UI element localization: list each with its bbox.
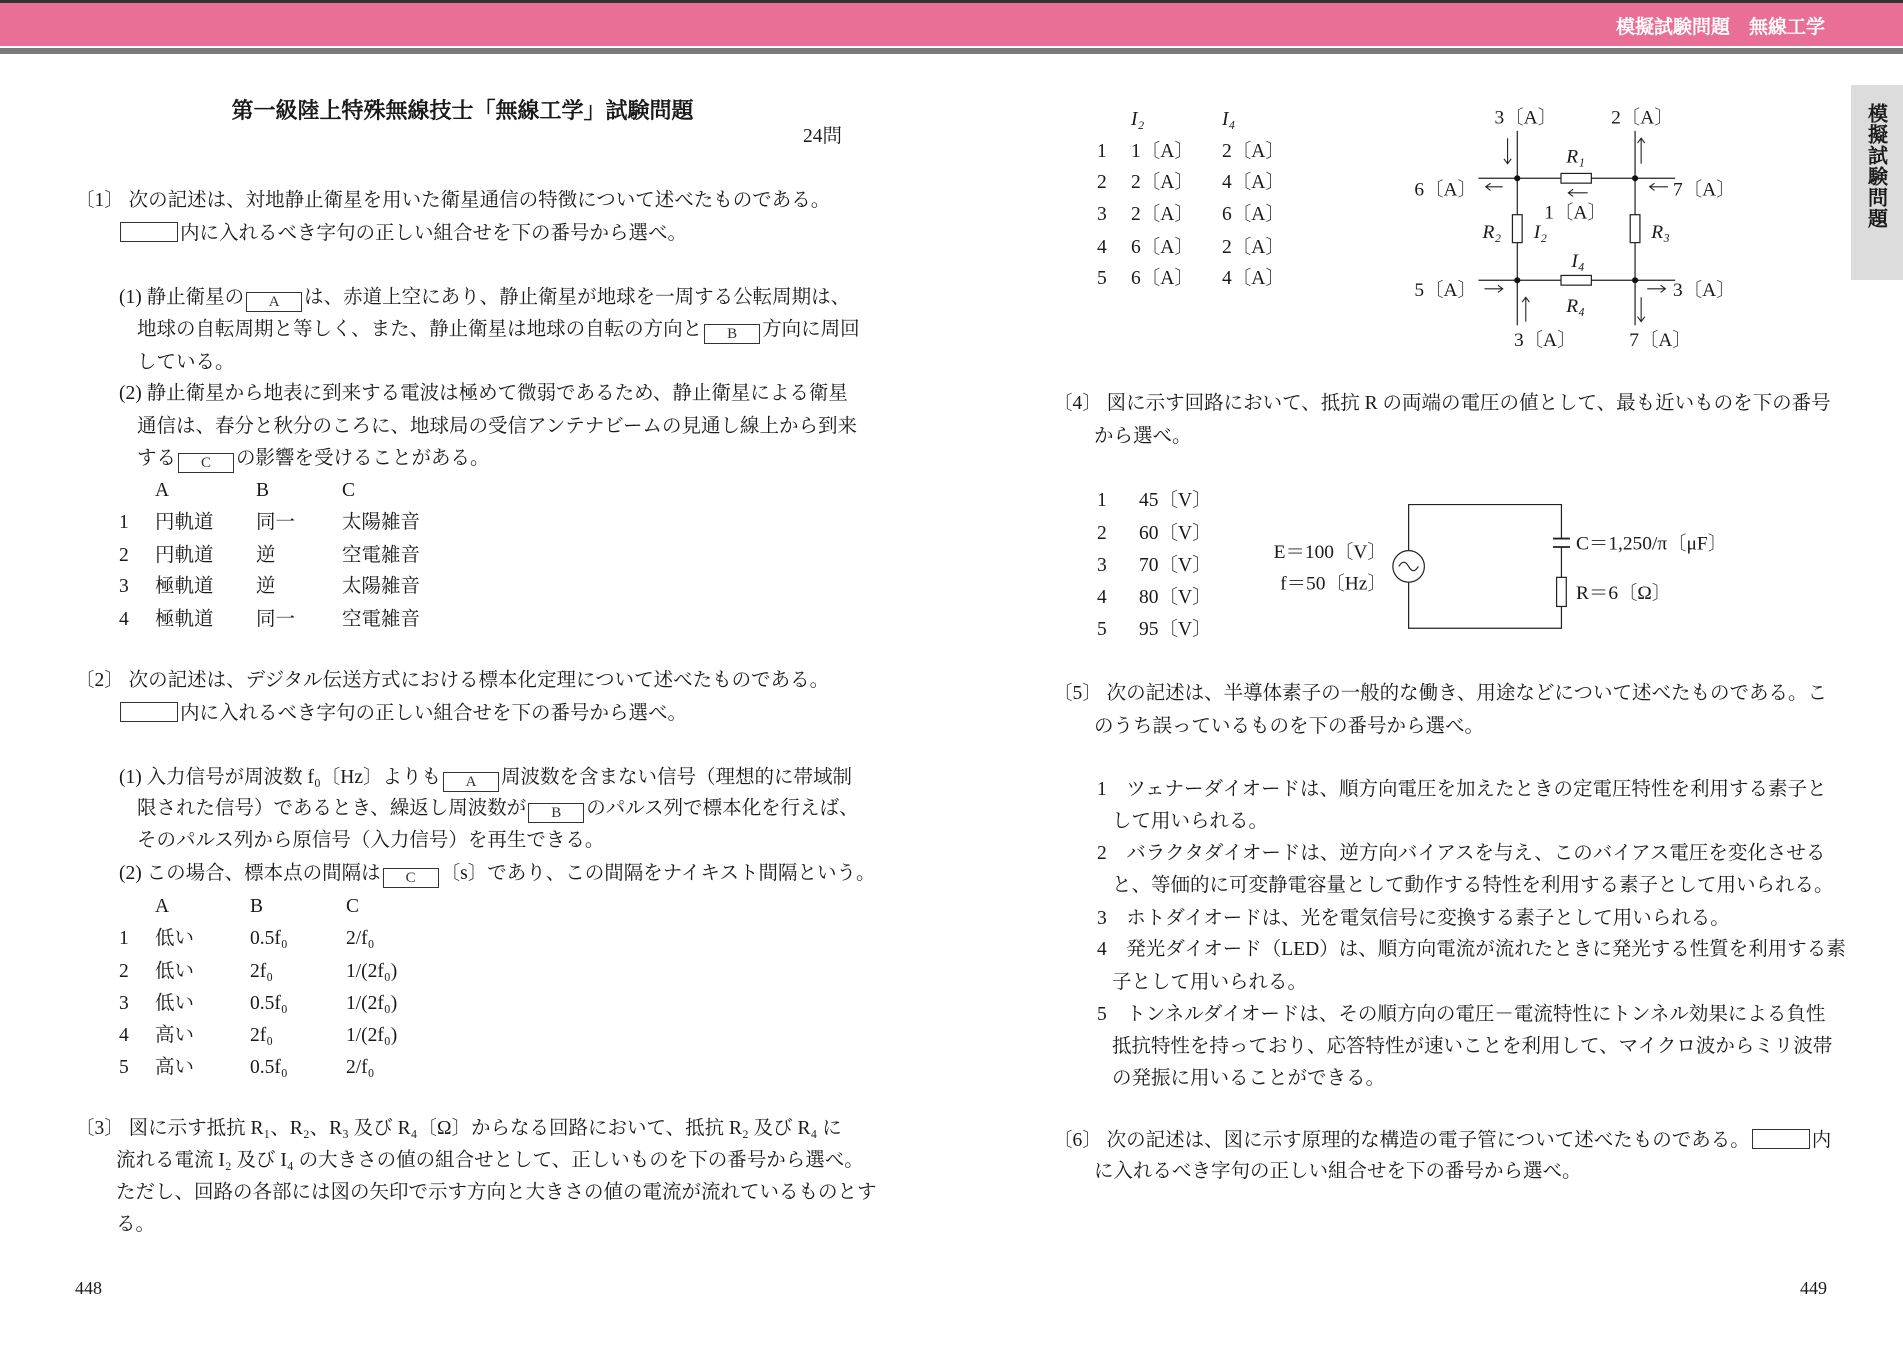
option-number: 1 (119, 512, 129, 533)
item-text: と、等価的に可変静電容量として動作する特性を利用する素子として用いられる。 (1112, 875, 1834, 896)
option-c: 太陽雑音 (342, 576, 421, 597)
statement-text: している。 (137, 352, 235, 373)
option-number: 5 (119, 1057, 129, 1078)
option-b: 2f₀ (250, 961, 274, 982)
column-header: I₄ (1222, 109, 1236, 130)
option-number: 4 (119, 609, 129, 630)
item-text: 子として用いられる。 (1112, 972, 1308, 993)
option-c: 2/f₀ (346, 1057, 375, 1078)
option-i2: 2〔A〕 (1131, 172, 1194, 193)
statement-text: 通信は、春分と秋分のころに、地球局の受信アンテナビームの見通し線上から到来 (137, 416, 857, 437)
item-text: トンネルダイオードは、その順方向の電圧－電流特性にトンネル効果による負性 (1126, 1004, 1826, 1025)
option-number: 4 (1097, 587, 1107, 608)
blank-box-a: A (246, 292, 302, 312)
item-text: の発振に用いることができる。 (1112, 1068, 1386, 1089)
resistor-r3 (1630, 215, 1640, 243)
label-r1: R₁ (1566, 146, 1585, 168)
option-c: 太陽雑音 (342, 512, 421, 533)
statement-text: 地球の自転周期と等しく、また、静止衛星は地球の自転の方向と (137, 319, 703, 340)
question-text: のうち誤っているものを下の番号から選べ。 (1094, 716, 1485, 737)
statement-text: (1) 静止衛星の (119, 287, 245, 308)
option-i4: 2〔A〕 (1222, 141, 1285, 162)
statement-text: そのパルス列から原信号（入力信号）を再生できる。 (137, 830, 605, 851)
question-text: 内に入れるべき字句の正しい組合せを下の番号から選べ。 (180, 223, 688, 244)
item-text: ホトダイオードは、光を電気信号に変換する素子として用いられる。 (1126, 908, 1730, 929)
label-middle-current: 1〔A〕 (1544, 202, 1607, 224)
option-b: 2f₀ (250, 1025, 274, 1046)
option-value: 80〔V〕 (1139, 587, 1212, 608)
question-text: 次の記述は、半導体素子の一般的な働き、用途などについて述べたものである。こ (1106, 683, 1827, 704)
option-i2: 1〔A〕 (1131, 141, 1194, 162)
option-number: 1 (119, 928, 129, 949)
option-number: 1 (1097, 490, 1107, 511)
item-text: バラクタダイオードは、逆方向バイアスを与え、このバイアス電圧を変化させる (1126, 843, 1826, 864)
option-number: 5 (1097, 268, 1107, 289)
option-b: 逆 (256, 545, 276, 566)
option-c: 2/f₀ (346, 928, 375, 949)
option-i2: 2〔A〕 (1131, 204, 1194, 225)
option-number: 3 (119, 993, 129, 1014)
option-a: 低い (155, 993, 195, 1014)
label-left-top-current: 6〔A〕 (1414, 179, 1477, 201)
question-text: 次の記述は、図に示す原理的な構造の電子管について述べたものである。 (1106, 1130, 1750, 1151)
wire (1409, 505, 1562, 629)
label-bottom-right-current: 7〔A〕 (1629, 329, 1692, 351)
question-number: 〔1〕 (75, 190, 124, 211)
option-a: 円軌道 (155, 512, 214, 533)
running-header-title: 模擬試験問題 無線工学 (1615, 16, 1825, 38)
option-value: 60〔V〕 (1139, 523, 1212, 544)
blank-box-b: B (528, 803, 584, 823)
option-b: 0.5f₀ (250, 928, 288, 949)
statement-text: (2) この場合、標本点の間隔は (119, 863, 381, 884)
header-rule (0, 48, 1903, 54)
blank-box (120, 702, 178, 722)
item-text: して用いられる。 (1112, 811, 1269, 832)
question-text: 図に示す回路において、抵抗 R の両端の電圧の値として、最も近いものを下の番号 (1106, 393, 1831, 414)
option-number: 2 (1097, 172, 1107, 193)
resistor-r2 (1512, 215, 1522, 243)
option-number: 4 (1097, 237, 1107, 258)
resistor-r4 (1561, 275, 1591, 285)
item-number: 4 (1097, 939, 1107, 960)
exam-title: 第一級陸上特殊無線技士「無線工学」試験問題 (231, 99, 694, 124)
item-number: 5 (1097, 1004, 1107, 1025)
option-a: 高い (155, 1025, 195, 1046)
option-number: 2 (119, 961, 129, 982)
option-a: 高い (155, 1057, 195, 1078)
option-i4: 2〔A〕 (1222, 237, 1285, 258)
statement-text: (2) 静止衛星から地表に到来する電波は極めて微弱であるため、静止衛星による衛星 (119, 383, 848, 404)
option-a: 低い (155, 928, 195, 949)
option-b: 0.5f₀ (250, 1057, 288, 1078)
item-text: 発光ダイオード（LED）は、順方向電流が流れたときに発光する性質を利用する素 (1126, 939, 1846, 960)
option-a: 低い (155, 961, 195, 982)
option-i4: 6〔A〕 (1222, 204, 1285, 225)
option-number: 5 (1097, 619, 1107, 640)
statement-text: する (137, 448, 177, 469)
blank-box (1752, 1129, 1810, 1149)
label-left-bottom-current: 5〔A〕 (1414, 280, 1477, 302)
side-tab-label: 模擬試験問題 (1864, 103, 1889, 229)
statement-text: 〔s〕であり、この間隔をナイキスト間隔という。 (440, 863, 876, 884)
blank-box (120, 222, 178, 242)
statement-text: 周波数を含まない信号（理想的に帯域制 (501, 767, 853, 788)
option-c: 1/(2f₀) (346, 961, 398, 982)
option-i2: 6〔A〕 (1131, 268, 1194, 289)
option-number: 3 (119, 576, 129, 597)
option-c: 空電雑音 (342, 545, 421, 566)
label-bottom-left-current: 3〔A〕 (1513, 329, 1577, 351)
column-header: C (346, 896, 360, 917)
question-count: 24問 (803, 126, 843, 147)
label-resistance: R＝6〔Ω〕 (1575, 583, 1672, 605)
item-text: ツェナーダイオードは、順方向電圧を加えたときの定電圧特性を利用する素子と (1126, 779, 1827, 800)
blank-box-a: A (443, 772, 499, 792)
item-number: 3 (1097, 908, 1107, 929)
statement-text: の影響を受けることがある。 (236, 448, 490, 469)
label-top-right-current: 2〔A〕 (1611, 107, 1674, 129)
q4-rc-circuit-diagram (1274, 491, 1747, 637)
label-voltage: E＝100〔V〕 (1274, 541, 1387, 563)
statement-text: 方向に周回 (762, 319, 860, 340)
side-index-tab (1851, 85, 1903, 280)
item-text: 抵抗特性を持っており、応答特性が速いことを利用して、マイクロ波からミリ波帯 (1112, 1036, 1833, 1057)
option-b: 同一 (256, 512, 296, 533)
option-b: 0.5f₀ (250, 993, 288, 1014)
option-i4: 4〔A〕 (1222, 172, 1285, 193)
option-a: 極軌道 (155, 609, 214, 630)
blank-box-b: B (704, 324, 760, 344)
label-r3: R₃ (1651, 221, 1670, 243)
item-number: 1 (1097, 779, 1107, 800)
question-text: から選べ。 (1094, 426, 1192, 447)
question-text: る。 (116, 1214, 156, 1235)
question-number: 〔6〕 (1053, 1130, 1102, 1151)
statement-text: のパルス列で標本化を行えば、 (586, 798, 859, 819)
option-i4: 4〔A〕 (1222, 268, 1285, 289)
question-number: 〔5〕 (1053, 683, 1102, 704)
label-capacitance: C＝1,250/π〔μF〕 (1575, 533, 1728, 555)
question-text: 内に入れるべき字句の正しい組合せを下の番号から選べ。 (180, 703, 688, 724)
question-number: 〔2〕 (75, 670, 124, 691)
option-value: 95〔V〕 (1139, 619, 1212, 640)
label-r2: R₂ (1482, 221, 1502, 243)
label-r4: R₄ (1566, 295, 1585, 317)
option-a: 円軌道 (155, 545, 214, 566)
label-right-bottom-current: 3〔A〕 (1673, 280, 1736, 302)
item-number: 2 (1097, 843, 1107, 864)
question-text: 内 (1811, 1130, 1832, 1151)
question-text: 図に示す抵抗 R₁、R₂、R₃ 及び R₄〔Ω〕からなる回路において、抵抗 R₂ 及び R₄ に (128, 1118, 842, 1139)
label-i2: I₂ (1533, 221, 1547, 243)
question-text: に入れるべき字句の正しい組合せを下の番号から選べ。 (1094, 1161, 1582, 1182)
statement-text: (1) 入力信号が周波数 f₀〔Hz〕よりも (119, 767, 442, 788)
question-text: ただし、回路の各部には図の矢印で示す方向と大きさの値の電流が流れているものとす (116, 1182, 877, 1203)
label-top-left-current: 3〔A〕 (1494, 107, 1558, 129)
option-i2: 6〔A〕 (1131, 237, 1194, 258)
column-header: A (155, 896, 170, 917)
option-number: 3 (1097, 555, 1107, 576)
column-header: I₂ (1131, 109, 1145, 130)
option-c: 空電雑音 (342, 609, 421, 630)
label-i4: I₄ (1571, 250, 1585, 272)
label-right-top-current: 7〔A〕 (1673, 179, 1736, 201)
option-number: 4 (119, 1025, 129, 1046)
statement-text: は、赤道上空にあり、静止衛星が地球を一周する公転周期は、 (304, 287, 851, 308)
question-text: 次の記述は、対地静止衛星を用いた衛星通信の特徴について述べたものである。 (128, 190, 831, 211)
column-header: B (250, 896, 264, 917)
column-header: C (342, 480, 356, 501)
blank-box-c: C (383, 868, 439, 888)
option-b: 逆 (256, 576, 276, 597)
option-number: 3 (1097, 204, 1107, 225)
resistor-r (1557, 577, 1567, 606)
label-frequency: f＝50〔Hz〕 (1280, 573, 1387, 595)
page-number-left: 448 (75, 1278, 102, 1298)
option-b: 同一 (256, 609, 296, 630)
resistor-r1 (1561, 173, 1591, 183)
question-text: 次の記述は、デジタル伝送方式における標本化定理について述べたものである。 (128, 670, 830, 691)
q3-circuit-diagram (1408, 103, 1748, 358)
option-number: 1 (1097, 141, 1107, 162)
question-number: 〔3〕 (75, 1118, 124, 1139)
page-number-right: 449 (1800, 1278, 1827, 1298)
question-number: 〔4〕 (1053, 393, 1102, 414)
option-a: 極軌道 (155, 576, 214, 597)
column-header: B (256, 480, 270, 501)
option-c: 1/(2f₀) (346, 1025, 398, 1046)
option-number: 2 (1097, 523, 1107, 544)
option-value: 45〔V〕 (1139, 490, 1212, 511)
question-text: 流れる電流 I₂ 及び I₄ の大きさの値の組合せとして、正しいものを下の番号から選べ。 (116, 1150, 864, 1171)
option-number: 2 (119, 545, 129, 566)
option-c: 1/(2f₀) (346, 993, 398, 1014)
option-value: 70〔V〕 (1139, 555, 1212, 576)
blank-box-c: C (178, 453, 234, 473)
column-header: A (155, 480, 170, 501)
statement-text: 限された信号）であるとき、繰返し周波数が (137, 798, 527, 819)
